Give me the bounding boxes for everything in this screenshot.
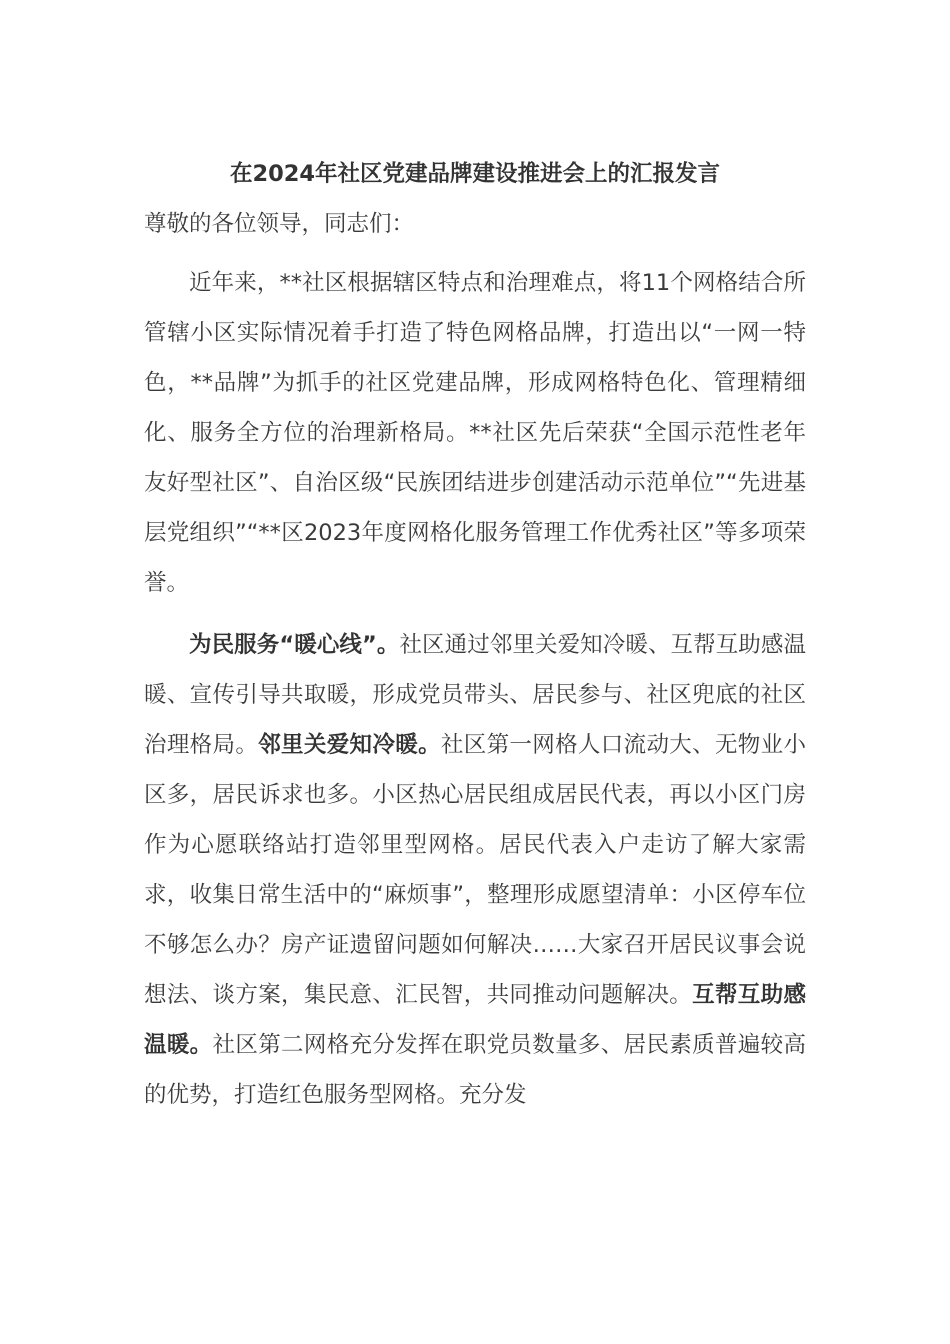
document-body (144, 152, 806, 1132)
paragraph-intro: 近年来，**社区根据辖区特点和治理难点，将11个网格结合所管辖小区实际情况着手打造了特色网格品牌，打造出以“一网一特色，**品牌”为抓手的社区党建品牌，形成网格特色化、管理精细化、服务全方位的治理新格局。**社区先后荣获“全国示范性老年友好型社区”、自治区级“民族团结进步创建活动示范单位”“先进基层党组织”“**区2023年度网格化服务管理工作优秀社区”等多项荣誉。 (144, 270, 806, 596)
section-heading: 为民服务“暖心线”。 (189, 632, 400, 658)
paragraph-service (144, 620, 806, 1120)
page-title: 在2024年社区党建品牌建设推进会上的汇报发言 (229, 161, 721, 187)
section-text: 社区通过邻里关爱知冷暖、互帮互助感温暖、宣传引导共取暖，形成党员带头、居民参与、社区兜底的社区治理格局。 (144, 632, 806, 758)
mutual-help-text: 社区第二网格充分发挥在职党员数量多、居民素质普遍较高的优势，打造红色服务型网格。充分发 (144, 1032, 806, 1108)
sub-heading-mutual-help: 互帮互助感温暖。 (144, 982, 806, 1058)
sub-heading-neighbor-care: 邻里关爱知冷暖。 (258, 732, 441, 758)
neighbor-care-text: 社区第一网格人口流动大、无物业小区多，居民诉求也多。小区热心居民组成居民代表，再以小区门房作为心愿联络站打造邻里型网格。居民代表入户走访了解大家需求，收集日常生活中的“麻烦事”，整理形成愿望清单：小区停车位不够怎么办？房产证遗留问题如何解决……大家召开居民议事会说想法、谈方案，集民意、汇民智，共同推动问题解决。 (144, 732, 806, 1008)
salutation: 尊敬的各位领导，同志们： (144, 211, 415, 237)
